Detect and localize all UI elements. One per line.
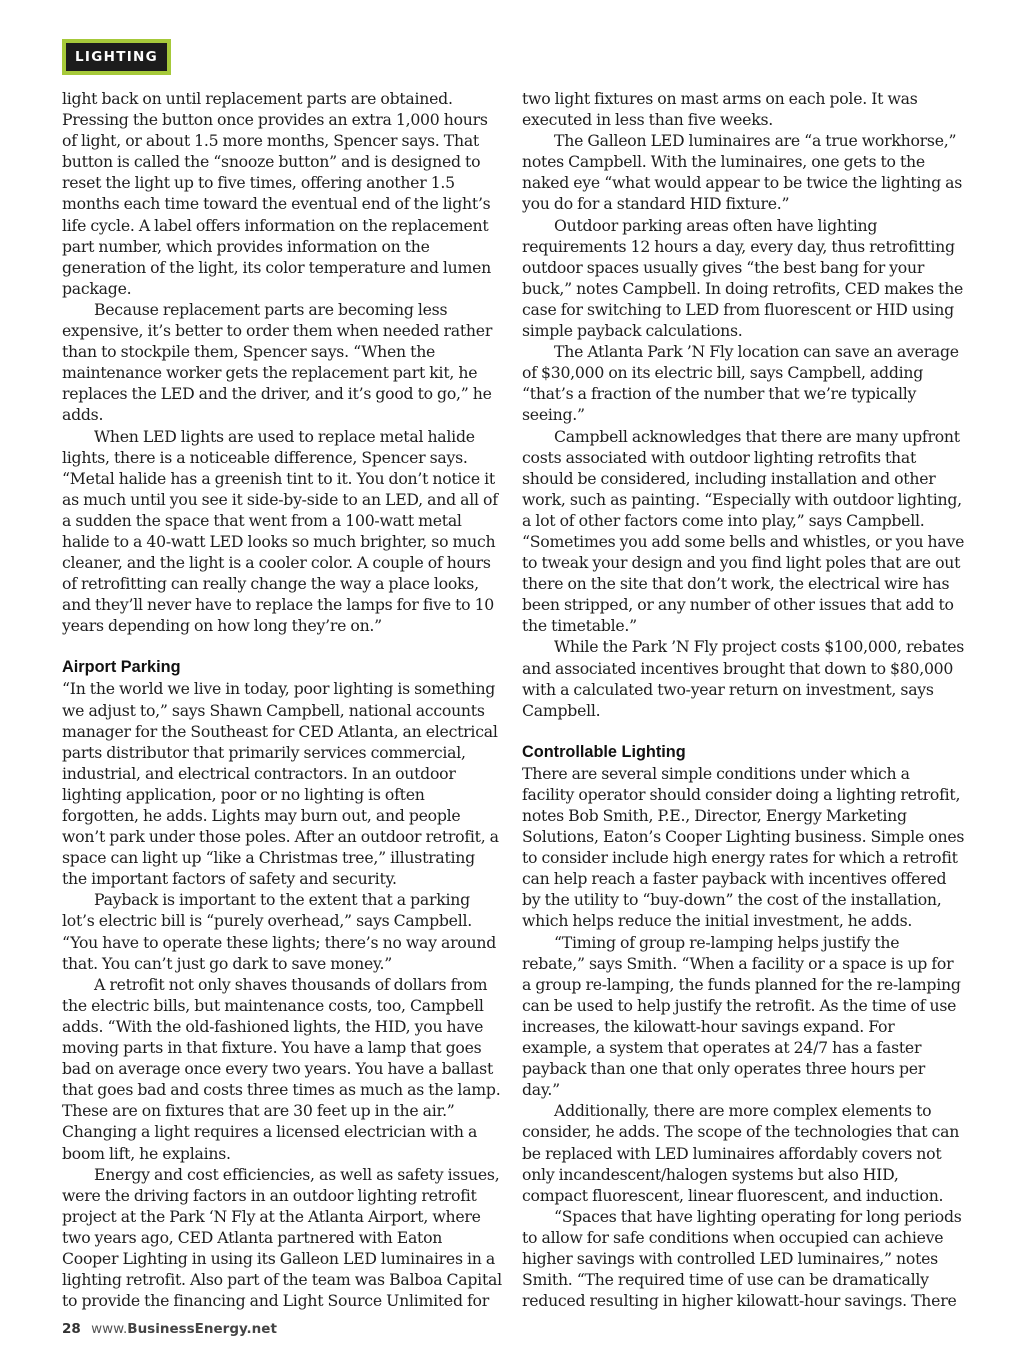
left-column (62, 88, 502, 1310)
paragraph: While the Park ’N Fly project costs $100,000, rebates and associated incentives brought that down to $80,000 with a calculated two-year return on investment, says Campbell. (522, 637, 965, 720)
subheading-airport-parking: Airport Parking (62, 658, 181, 677)
paragraph: light back on until replacement parts are obtained. Pressing the button once provides an extra 1,000 hours of light, or about 1.5 more months, Spencer says. That button is called the “snooze button” and is designed to reset the light up to five times, offering another 1.5 months each time toward the eventual end of the light’s life cycle. A label offers information on the replacement part number, which provides information on the generation of the light, its color temperature and lumen package. (62, 89, 492, 298)
spacer (62, 636, 502, 657)
paragraph: Because replacement parts are becoming less expensive, it’s better to order them when needed rather than to stockpile them, Spencer says. “When the maintenance worker gets the replacement part kit, he replaces the LED and the driver, and it’s good to go,” he adds. (62, 299, 493, 425)
paragraph: “Timing of group re-lamping helps justify the rebate,” says Smith. “When a facility or a space is up for a group re-lamping, the funds planned for the re-lamping can be used to help justify the retrofit. As the time of use increases, the kilowatt-hour savings expand. For example, a system that operates at 24/7 has a faster payback than one that only operates three hours per day.” (522, 932, 961, 1100)
subheading-controllable-lighting: Controllable Lighting (522, 742, 686, 761)
section-tag-lighting: LIGHTING (62, 39, 171, 75)
paragraph: “Spaces that have lighting operating for long periods to allow for safe conditions when occupied can achieve higher savings with controlled LED luminaires,” notes Smith. “The required time of use can be dramatically reduced resulting in higher kilowatt-hour savings. There (522, 1206, 962, 1310)
page-number: 28 (62, 1321, 81, 1337)
paragraph: Outdoor parking areas often have lighting requirements 12 hours a day, every day, thus retrofitting outdoor spaces usually gives “the best bang for your buck,” notes Campbell. In doing retrofits, CED makes the case for switching to LED from fluorescent or HID using simple payback calculations. (522, 215, 964, 341)
paragraph: There are several simple conditions under which a facility operator should consider doing a lighting retrofit, notes Bob Smith, P.E., Director, Energy Marketing Solutions, Eaton’s Cooper Lighting business. Simple ones to consider include high energy rates for which a retrofit can help reach a faster payback with incentives offered by the utility to “buy-down” the cost of the installation, which helps reduce the initial investment, he adds. (522, 763, 965, 931)
paragraph: Payback is important to the extent that a parking lot’s electric bill is “purely overhead,” says Campbell. “You have to operate these lights; there’s no way around that. You can’t just go dark to save money.” (62, 890, 497, 973)
paragraph: The Atlanta Park ’N Fly location can save an average of $30,000 on its electric bill, says Campbell, adding “that’s a fraction of the number that we’re typically seeing.” (522, 342, 959, 425)
paragraph: A retrofit not only shaves thousands of dollars from the electric bills, but maintenance costs, too, Campbell adds. “With the old-fashioned lights, the HID, you have moving parts in that fixture. You have a lamp that goes bad on average once every two years. You have a ballast that goes bad and costs three times as much as the lamp. These are on fixtures that are 30 feet up in the air.” Changing a light requires a licensed electrician with a boom lift, he explains. (62, 974, 501, 1163)
paragraph: The Galleon LED luminaires are “a true workhorse,” notes Campbell. With the luminaires, one gets to the naked eye “what would appear to be twice the lighting as you do for a standard HID fixture.” (522, 131, 963, 214)
paragraph: Energy and cost efficiencies, as well as safety issues, were the driving factors in an outdoor lighting retrofit project at the Park ‘N Fly at the Atlanta Airport, where two years ago, CED Atlanta partnered with Eaton Cooper Lighting in using its Galleon LED luminaires in a lighting retrofit. Also part of the team was Balboa Capital to provide the financing and Light Source Unlimited for (62, 1164, 502, 1310)
paragraph: When LED lights are used to replace metal halide lights, there is a noticeable difference, Spencer says. “Metal halide has a greenish tint to it. You don’t notice it as much until you see it side-by-side to an LED, and all of a sudden the space that went from a 100-watt metal halide to a 40-watt LED looks so much brighter, so much cleaner, and the light is a cooler color. A couple of hours of retrofitting can really change the way a place looks, and they’ll never have to replace the lamps for five to 10 years depending on how long they’re on.” (62, 426, 498, 636)
spacer (522, 721, 965, 742)
url-prefix: www. (91, 1321, 128, 1337)
paragraph: two light fixtures on mast arms on each pole. It was executed in less than five weeks. (522, 89, 918, 130)
url-domain: BusinessEnergy.net (127, 1321, 277, 1337)
right-column (522, 88, 965, 1310)
page-footer (62, 1318, 277, 1340)
paragraph: Additionally, there are more complex elements to consider, he adds. The scope of the technologies that can be replaced with LED luminaires affordably covers not only incandescent/halogen systems but also HID, compact fluorescent, linear fluorescent, and induction. (522, 1101, 960, 1205)
paragraph: “In the world we live in today, poor lighting is something we adjust to,” says Shawn Campbell, national accounts manager for the Southeast for CED Atlanta, an electrical parts distributor that primarily services commercial, industrial, and electrical contractors. In an outdoor lighting application, poor or no lighting is often forgotten, he adds. Lights may burn out, and people won’t park under those poles. After an outdoor retrofit, a space can light up “like a Christmas tree,” illustrating the important factors of safety and security. (62, 679, 499, 889)
paragraph: Campbell acknowledges that there are many upfront costs associated with outdoor lighting retrofits that should be considered, including installation and other work, such as painting. “Especially with outdoor lighting, a lot of other factors come into play,” says Campbell. “Sometimes you add some bells and whistles, or you have to tweak your design and you find light poles that are out there on the site that don’t work, the electrical wire has been stripped, or any number of other issues that add to the timetable.” (522, 426, 965, 636)
site-url[interactable] (91, 1321, 277, 1337)
